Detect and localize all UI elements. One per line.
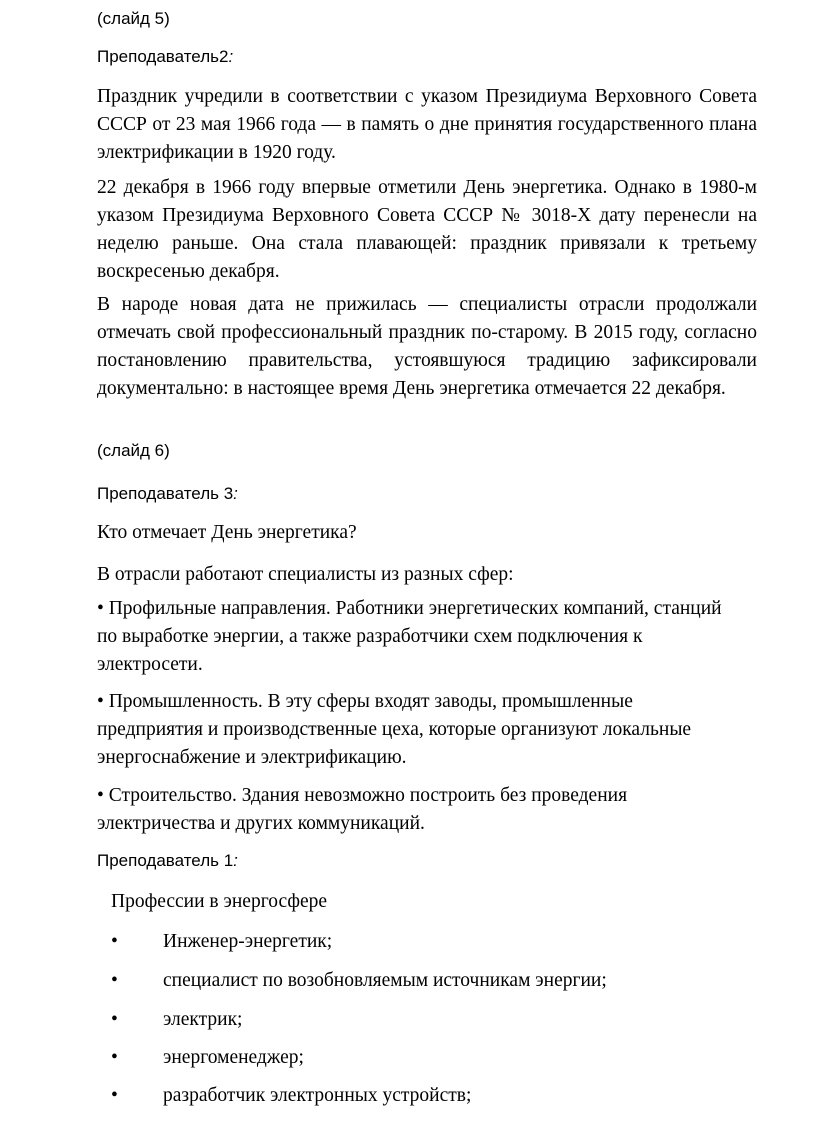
sphere-item: • Строительство. Здания невозможно построить без проведения электричества и других коммуникаций. <box>97 785 628 834</box>
speaker-colon: : <box>228 47 234 66</box>
sphere-item: • Промышленность. В эту сферы входят заводы, промышленные предприятия и производственные цеха, которые организуют локальные энергоснабжение и электрификацию. <box>97 691 692 768</box>
profession-text: Инженер-энергетик; <box>163 931 333 952</box>
slide-6-label: (слайд 6) <box>97 441 170 460</box>
spheres-intro: В отрасли работают специалисты из разных сфер: <box>97 564 514 585</box>
profession-text: электрик; <box>163 1009 243 1030</box>
paragraph-holiday-origin: Праздник учредили в соответствии с указом Президиума Верховного Совета СССР от 23 мая 1966 года — в память о дне принятия государственного плана электрификации в 1920 году. <box>97 86 757 163</box>
bullet-marker: • <box>111 970 118 991</box>
paragraph-first-celebration: 22 декабря в 1966 году впервые отметили День энергетика. Однако в 1980-м указом Президиума Верховного Совета СССР № 3018-Х дату перенесли на неделю раньше. Она стала плавающей: праздник привязали к третьему воскресенью декабря. <box>97 177 757 282</box>
speaker-teacher-3 <box>97 483 757 505</box>
speaker-name: Преподаватель 1 <box>97 851 234 870</box>
sphere-item: • Профильные направления. Работники энергетических компаний, станций по выработке энергии, а также разработчики схем подключения к электросети. <box>97 598 722 675</box>
question-who-celebrates: Кто отмечает День энергетика? <box>97 522 357 543</box>
speaker-teacher-1 <box>97 850 757 872</box>
bullet-marker: • <box>111 1047 118 1068</box>
professions-title: Профессии в энергосфере <box>111 891 328 912</box>
slide-5-label: (слайд 5) <box>97 9 170 28</box>
speaker-colon: : <box>233 484 238 503</box>
profession-text: энергоменеджер; <box>163 1047 304 1068</box>
bullet-marker: • <box>111 931 118 952</box>
speaker-name: Преподаватель 3 <box>97 484 234 503</box>
speaker-colon: : <box>233 851 238 870</box>
profession-text: специалист по возобновляемым источникам энергии; <box>163 970 607 991</box>
profession-text: разработчик электронных устройств; <box>163 1085 472 1106</box>
paragraph-date-change: В народе новая дата не прижилась — специалисты отрасли продолжали отмечать свой профессиональный праздник по-старому. В 2015 году, согласно постановлению правительства, устоявшуюся традицию зафиксировали документально: в настоящее время День энергетика отмечается 22 декабря. <box>97 294 757 399</box>
speaker-teacher-2 <box>97 46 757 68</box>
bullet-marker: • <box>111 1085 118 1106</box>
speaker-name: Преподаватель2 <box>97 47 229 66</box>
bullet-marker: • <box>111 1009 118 1030</box>
